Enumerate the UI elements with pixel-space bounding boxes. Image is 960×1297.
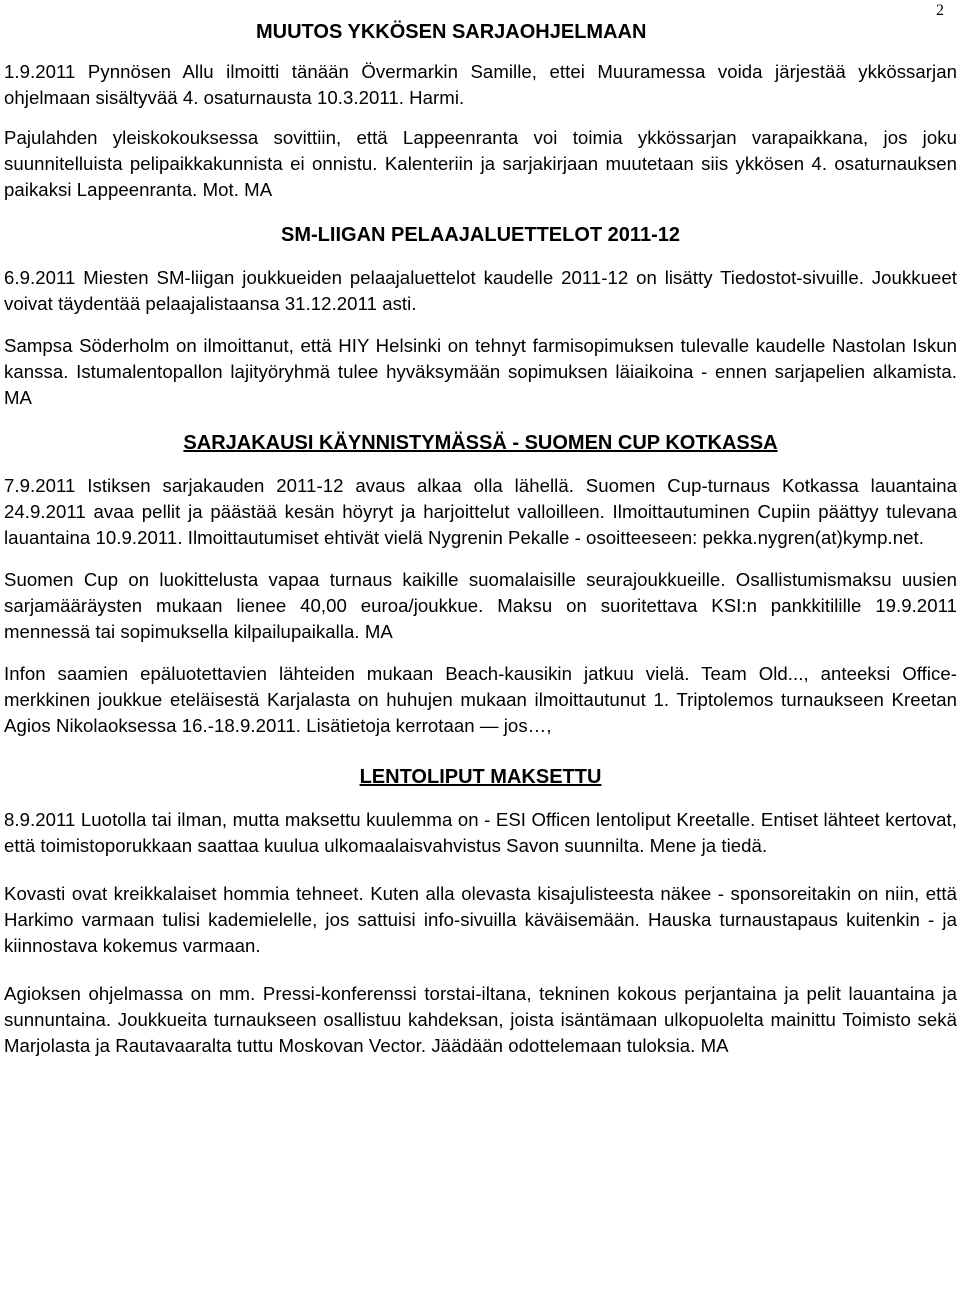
document-content: [4, 18, 957, 1059]
paragraph-sarjakausi-1: 7.9.2011 Istiksen sarjakauden 2011-12 avaus alkaa olla lähellä. Suomen Cup-turnaus Kotkassa lauantaina 24.9.2011 avaa pellit ja päästää kesän höyryt ja harjoittelut valloilleen. Ilmoittautuminen Cupiin päättyy tulevana lauantaina 10.9.2011. Ilmoittautumiset ehtivät vielä Nygrenin Pekalle - osoitteeseen: pekka.nygren(at)kymp.net.: [4, 475, 957, 548]
paragraph-sm-liiga-1: 6.9.2011 Miesten SM-liigan joukkueiden pelaajaluettelot kaudelle 2011-12 on lisätty Tiedostot-sivuille. Joukkueet voivat täydentää pelaajalistaansa 31.12.2011 asti.: [4, 267, 957, 314]
paragraph-muutos-1: 1.9.2011 Pynnösen Allu ilmoitti tänään Övermarkin Samille, ettei Muuramessa voida järjestää ykkössarjan ohjelmaan sisältyvää 4. osaturnausta 10.3.2011. Harmi.: [4, 61, 957, 108]
paragraph-sarjakausi-2: Suomen Cup on luokittelusta vapaa turnaus kaikille suomalaisille seurajoukkueille. Osallistumismaksu uusien sarjamääräysten mukaan lienee 40,00 euroa/joukkue. Maksu on suoritettava KSI:n pankkitilille 19.9.2011 mennessä tai sopimuksella kilpailupaikalla. MA: [4, 569, 957, 642]
paragraph-lentoliput-2: Kovasti ovat kreikkalaiset hommia tehneet. Kuten alla olevasta kisajulisteesta näkee - sponsoreitakin on niin, että Harkimo varmaan tulisi kademielelle, jos sattuisi info-sivuilla käväisemään. Hauska turnaustapaus kuitenkin - ja kiinnostava kokemus varmaan.: [4, 883, 957, 956]
heading-lentoliput: LENTOLIPUT MAKSETTU: [359, 766, 602, 788]
paragraph-sarjakausi-3: Infon saamien epäluotettavien lähteiden mukaan Beach-kausikin jatkuu vielä. Team Old..., anteeksi Office-merkkinen joukkue eteläisestä Karjalasta on huhujen mukaan ilmoittautunut 1. Triptolemos turnaukseen Kreetan Agios Nikolaoksessa 16.-18.9.2011. Lisätietoja kerrotaan — jos…,: [4, 663, 957, 736]
paragraph-lentoliput-1: 8.9.2011 Luotolla tai ilman, mutta maksettu kuulemma on - ESI Officen lentoliput Kreetalle. Entiset lähteet kertovat, että toimistoporukkaan saattaa kuulua ulkomaalaisvahvistus Savon suunnilta. Mene ja tiedä.: [4, 809, 957, 856]
paragraph-sm-liiga-2: Sampsa Söderholm on ilmoittanut, että HIY Helsinki on tehnyt farmisopimuksen tulevalle kaudelle Nastolan Iskun kanssa. Istumalentopallon lajityöryhmä tulee hyväksymään sopimuksen läiaikoina - ennen sarjapelien alkamista. MA: [4, 335, 957, 408]
paragraph-lentoliput-3: Agioksen ohjelmassa on mm. Pressi-konferenssi torstai-iltana, tekninen kokous perjantaina ja pelit lauantaina ja sunnuntaina. Joukkueita turnaukseen osallistuu kahdeksan, joista isäntämaan ulkopuolelta mainittu Toimisto sekä Marjolasta ja Rautavaaralta tuttu Moskovan Vector. Jäädään odottelemaan tuloksia. MA: [4, 983, 957, 1056]
paragraph-muutos-2: Pajulahden yleiskokouksessa sovittiin, että Lappeenranta voi toimia ykkössarjan varapaikkana, jos joku suunnitelluista pelipaikkakunnista ei onnistu. Kalenteriin ja sarjakirjaan muutetaan siis ykkösen 4. osaturnauksen paikaksi Lappeenranta. Mot. MA: [4, 127, 957, 200]
heading-sm-liiga: SM-LIIGAN PELAAJALUETTELOT 2011-12: [281, 224, 680, 246]
heading-muutos: MUUTOS YKKÖSEN SARJAOHJELMAAN: [256, 21, 647, 43]
heading-sarjakausi: SARJAKAUSI KÄYNNISTYMÄSSÄ - SUOMEN CUP KOTKASSA: [183, 432, 778, 454]
page-number: 2: [936, 2, 944, 19]
